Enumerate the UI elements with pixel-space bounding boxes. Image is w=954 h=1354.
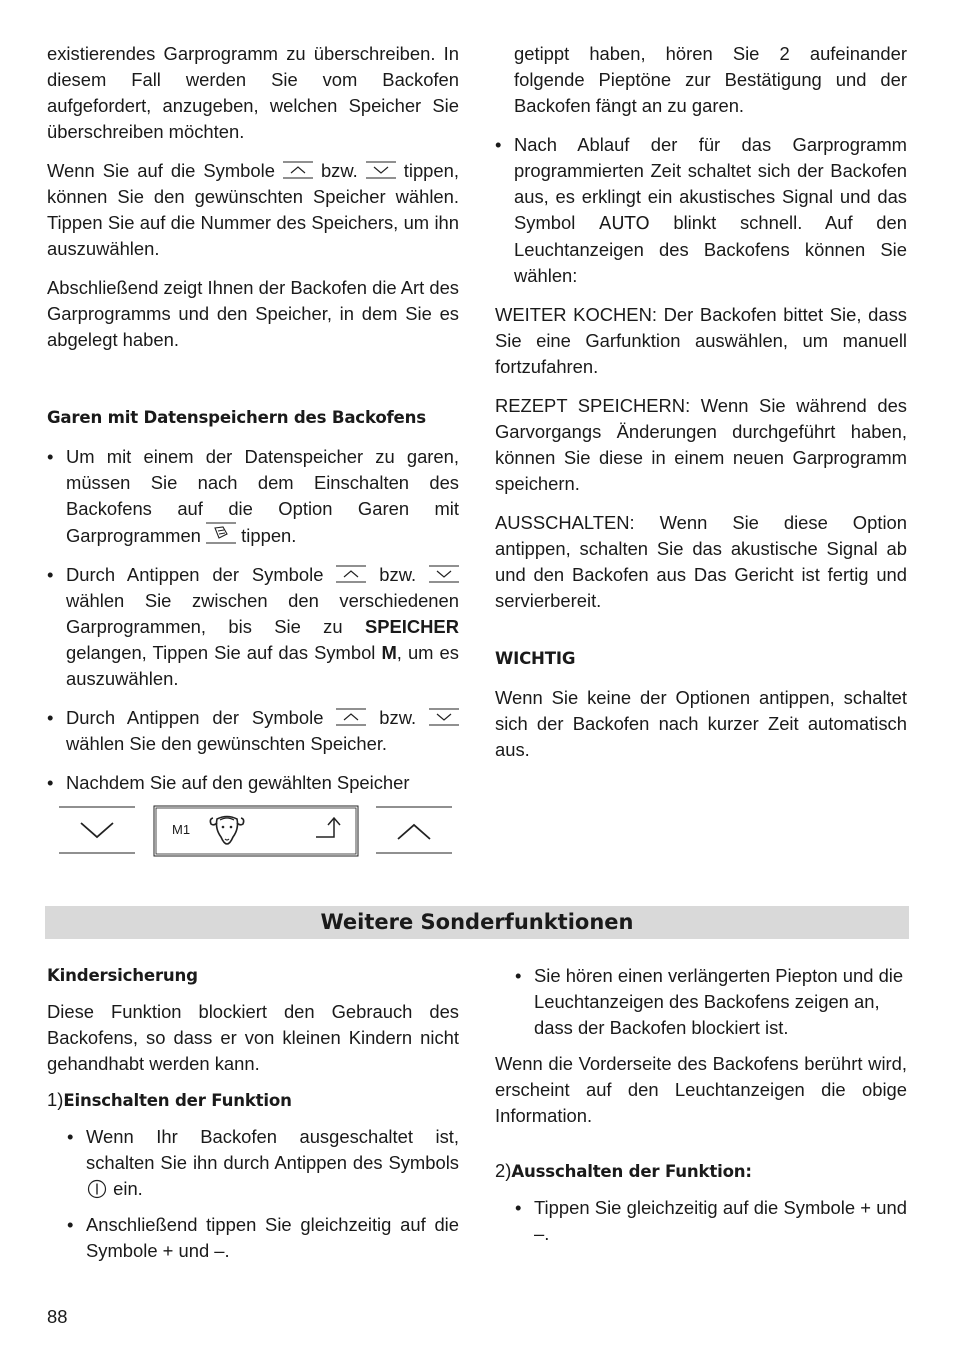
list-item: • Nachdem Sie auf den gewählten Speicher bbox=[47, 772, 410, 793]
memory-slot-label: M1 bbox=[172, 822, 191, 837]
list-item: • Um mit einem der Datenspeicher zu garen, müssen Sie nach dem Einschalten des Backofens auf die Option Garen mit Garprogrammen tippen. bbox=[47, 446, 459, 546]
display-strip bbox=[55, 803, 455, 859]
arrow-down-symbol-icon bbox=[429, 708, 459, 726]
power-icon bbox=[86, 1179, 108, 1199]
heading-important: WICHTIG bbox=[495, 649, 576, 668]
arrow-up-button-icon[interactable] bbox=[394, 819, 434, 843]
paragraph-switch-off: AUSSCHALTEN: Wenn Sie diese Option antippen, schalten Sie das akustische Signal ab und den Backofen aus Das Gericht ist fertig und servierbereit. bbox=[495, 512, 907, 611]
paragraph-overwrite: existierendes Garprogramm zu überschreiben. In diesem Fall werden Sie vom Backofen aufgefordert, anzugeben, welchen Speicher Sie überschreiben möchten. bbox=[47, 43, 459, 142]
left-column-top bbox=[47, 41, 459, 796]
subheading-enable: 1)Einschalten der Funktion bbox=[47, 1089, 292, 1110]
save-arrow-icon[interactable] bbox=[312, 815, 346, 845]
arrow-down-button-icon[interactable] bbox=[77, 819, 117, 843]
right-column-bottom bbox=[495, 963, 907, 1247]
list-item: • Anschließend tippen Sie gleichzeitig auf die Symbole + und –. bbox=[67, 1214, 459, 1261]
list-item: • Durch Antippen der Symbole bzw. wählen Sie zwischen den verschiedenen Garprogrammen, bis Sie zu SPEICHER gelangen, Tippen Sie auf das Symbol M, um es auszuwählen. bbox=[47, 564, 459, 689]
paragraph-select-memory: Wenn Sie auf die Symbole bzw. tippen, können Sie den gewünschten Speicher wählen. Tippen Sie auf die Nummer des Speichers, um ihn auszuwählen. bbox=[47, 160, 459, 259]
arrow-up-symbol-icon bbox=[336, 565, 366, 583]
right-column-top bbox=[495, 41, 907, 763]
arrow-down-symbol-icon bbox=[429, 565, 459, 583]
list-item: • Wenn Ihr Backofen ausgeschaltet ist, schalten Sie ihn durch Antippen des Symbols ein. bbox=[67, 1126, 459, 1199]
arrow-down-symbol-icon bbox=[366, 161, 396, 179]
list-item: • Durch Antippen der Symbole bzw. wählen Sie den gewünschten Speicher. bbox=[47, 705, 459, 757]
heading-child-lock: Kindersicherung bbox=[47, 966, 198, 985]
paragraph-child-lock-description: Diese Funktion blockiert den Gebrauch des Backofens, so dass er von kleinen Kindern nicht gehandhabt werden kann. bbox=[47, 1001, 459, 1074]
recipe-book-icon bbox=[206, 522, 236, 544]
paragraph-summary: Abschließend zeigt Ihnen der Backofen die Art des Garprogramms und den Speicher, in dem Sie es abgelegt haben. bbox=[47, 277, 460, 350]
paragraph-auto-off: Wenn Sie keine der Optionen antippen, schaltet sich der Backofen nach kurzer Zeit automatisch aus. bbox=[495, 687, 907, 760]
list-item: • Nach Ablauf der für das Garprogramm programmierten Zeit schaltet sich der Backofen aus, es erklingt ein akustisches Signal und das Symbol AUTO blinkt schnell. Auf den Leuchtanzeigen des Backofens können Sie wählen: bbox=[495, 134, 907, 286]
paragraph-save-recipe: REZEPT SPEICHERN: Wenn Sie während des Garvorgangs Änderungen durchgeführt haben, können Sie diese in einem neuen Garprogramm speichern. bbox=[495, 395, 907, 494]
arrow-up-symbol-icon bbox=[283, 161, 313, 179]
arrow-up-symbol-icon bbox=[336, 708, 366, 726]
list-item: • Tippen Sie gleichzeitig auf die Symbole + und –. bbox=[515, 1197, 907, 1244]
sheep-icon bbox=[207, 813, 247, 847]
auto-symbol: AUTO bbox=[599, 213, 650, 234]
page-number: 88 bbox=[47, 1306, 68, 1327]
paragraph-continue-cooking: WEITER KOCHEN: Der Backofen bittet Sie, dass Sie eine Garfunktion auswählen, um manuell fortzufahren. bbox=[495, 304, 907, 377]
paragraph-front-touched: Wenn die Vorderseite des Backofens berührt wird, erscheint auf den Leuchtanzeigen die obige Information. bbox=[495, 1053, 907, 1126]
list-item: • Sie hören einen verlängerten Piepton und die Leuchtanzeigen des Backofens zeigen an, dass der Backofen blockiert ist. bbox=[515, 965, 904, 1038]
section-title-banner: Weitere Sonderfunktionen bbox=[45, 906, 909, 939]
left-column-bottom bbox=[47, 963, 459, 1264]
heading-memory-cooking: Garen mit Datenspeichern des Backofens bbox=[47, 408, 426, 427]
paragraph-continuation: getippt haben, hören Sie 2 aufeinander folgende Pieptöne zur Bestätigung und der Backofen fängt an zu garen. bbox=[514, 43, 907, 116]
subheading-disable: 2)Ausschalten der Funktion: bbox=[495, 1160, 752, 1181]
